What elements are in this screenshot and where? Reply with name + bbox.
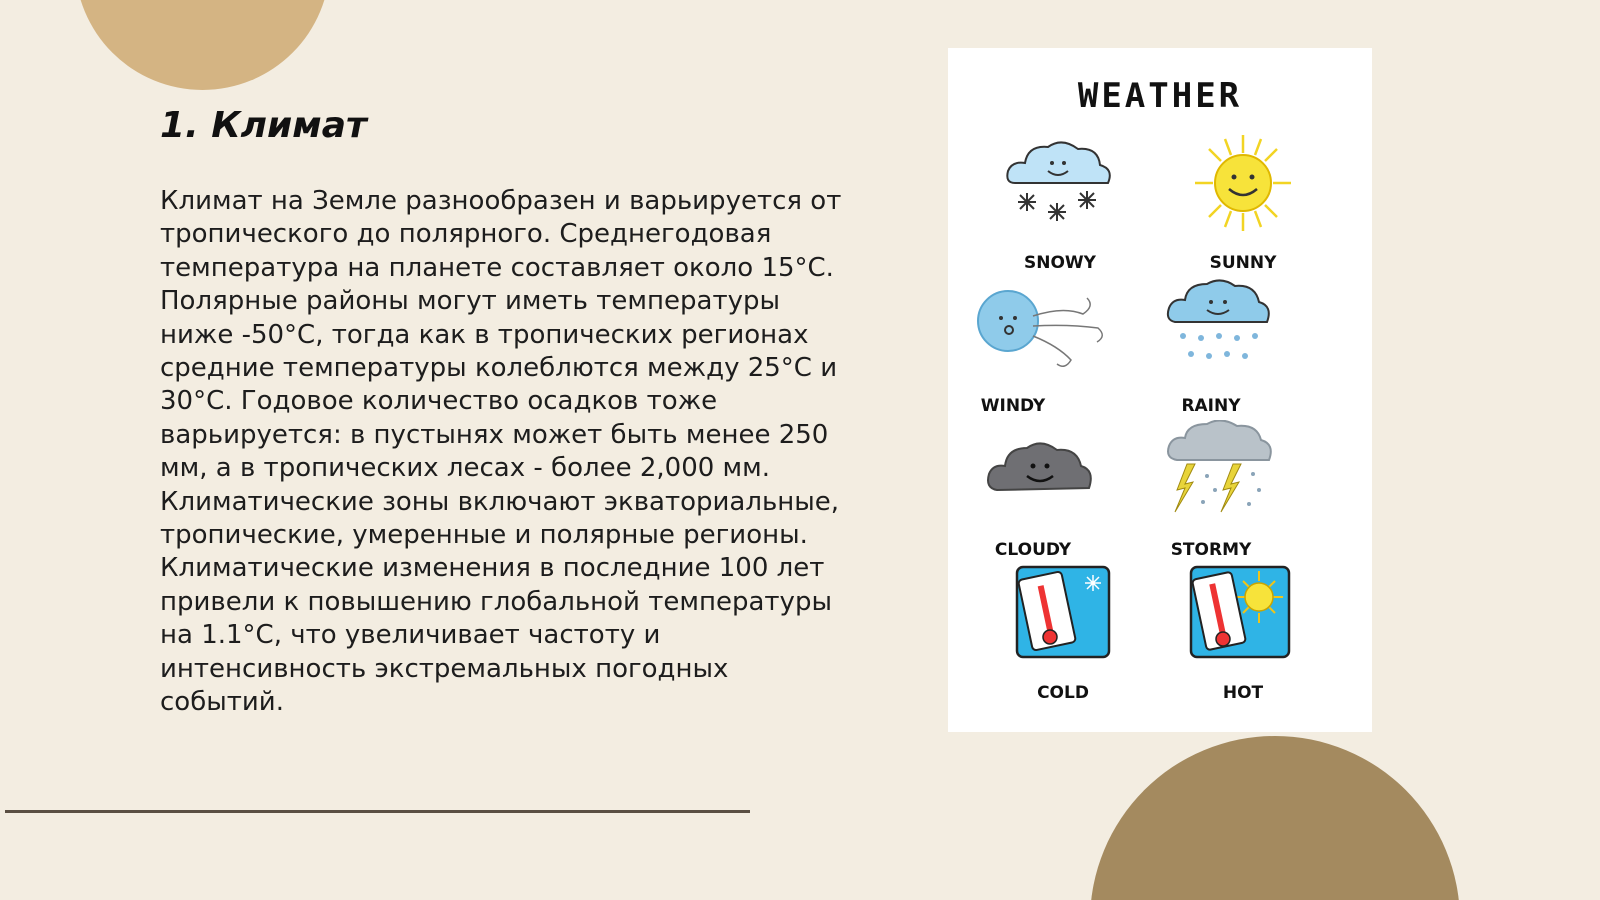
divider-line: [5, 810, 750, 813]
rainy-icon: [1163, 276, 1283, 376]
windy-icon: [973, 276, 1113, 376]
slide-body-text: Климат на Земле разнообразен и варьируется от тропического до полярного. Среднегодовая температура на планете составляет около 15°C. Полярные районы могут иметь температуры ниже -50°C, тогда как в тропических регионах средние температуры колеблются между 25°C и 30°C. Годовое количество осадков тоже варьируется: в пустынях может быть менее 250 мм, а в тропических лесах - более 2,000 мм. Климатические зоны включают экваториальные, тропические, умеренные и полярные регионы. Климатические изменения в последние 100 лет привели к повышению глобальной температуры на 1.1°C, что увеличивает частоту и интенсивность экстремальных погодных событий.: [160, 186, 842, 718]
weather-label-cloudy: CLOUDY: [994, 540, 1072, 560]
weather-item-hot: [1153, 563, 1333, 703]
hot-thermometer-icon: [1183, 563, 1303, 663]
cold-thermometer-icon: [1003, 563, 1123, 663]
weather-item-rainy: [1133, 276, 1313, 416]
poster-title: WEATHER: [1077, 76, 1243, 116]
weather-label-rainy: RAINY: [1181, 396, 1241, 416]
weather-label-cold: COLD: [1037, 683, 1089, 703]
weather-poster-image: [948, 48, 1372, 732]
slide-title: 1. Климат: [160, 105, 367, 146]
stormy-icon: [1163, 420, 1283, 520]
weather-item-stormy: [1133, 420, 1313, 560]
weather-item-cloudy: [953, 420, 1133, 560]
cloudy-icon: [983, 420, 1103, 520]
weather-label-sunny: SUNNY: [1209, 253, 1277, 273]
weather-item-snowy: [970, 133, 1150, 273]
weather-label-windy: WINDY: [980, 396, 1046, 416]
weather-item-sunny: [1153, 133, 1333, 273]
decorative-circle-top: [75, 0, 330, 90]
weather-item-cold: [973, 563, 1153, 703]
sunny-icon: [1183, 133, 1303, 233]
weather-item-windy: [943, 276, 1123, 416]
weather-label-hot: HOT: [1222, 683, 1264, 703]
weather-label-snowy: SNOWY: [1024, 253, 1096, 273]
weather-label-stormy: STORMY: [1170, 540, 1252, 560]
snowy-icon: [1000, 133, 1120, 233]
decorative-circle-bottom: [1090, 736, 1460, 900]
